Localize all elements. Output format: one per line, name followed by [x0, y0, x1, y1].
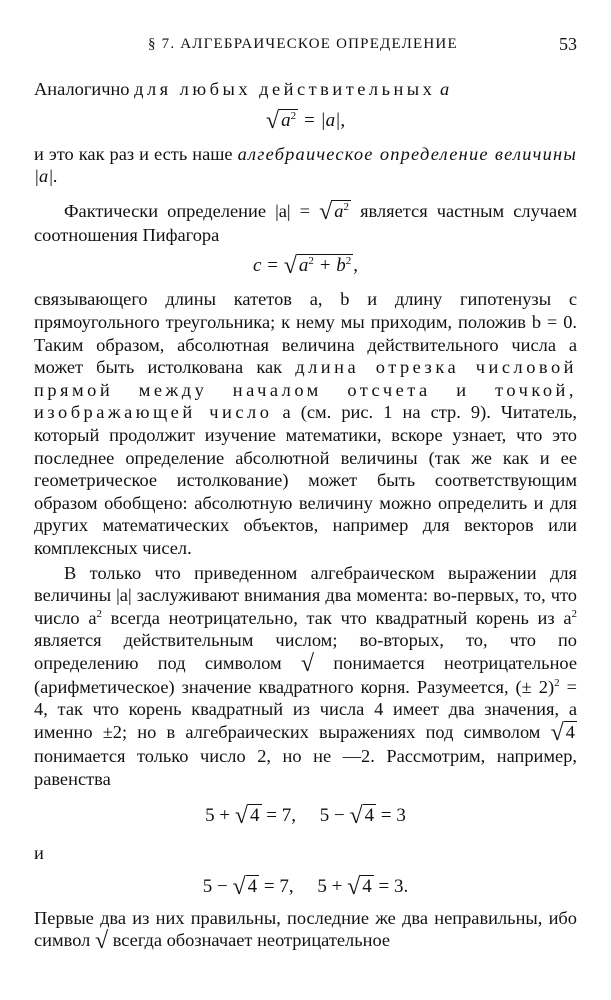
radical-symbol: √ [300, 650, 315, 677]
emphasis-text: алгебраическое определение величины [237, 143, 577, 164]
radicand-4: 4 [565, 722, 575, 743]
text-run: Аналогично [34, 79, 135, 99]
radical-sign: √ [319, 198, 333, 225]
exponent: 2 [290, 109, 297, 122]
formula-rhs: = |a|, [298, 109, 346, 131]
spaced-text: длина отрезка числовой прямой между началом отсчета и точкой, изображающей число [34, 357, 577, 423]
text-run: связывающего длины катетов a, b и длину гипотенузы c прямоугольного треугольника; к нему мы приходим, положив b = 0. Таким образом, абсолютная величина действительного числа a может быть истолкована как [34, 289, 577, 378]
text-run: понимается только число 2, но не —2. Рассмотрим, например, равенства [34, 746, 577, 789]
radicand-b: + b [313, 255, 346, 277]
text-run: a (см. рис. 1 на стр. 9). Читатель, который продолжит изучение математики, вскоре узнает, что это последнее определение абсолютной величины (так же как и ее геометрическое истолкование) может быть соответствующим образом обобщено: абсолютную величину можно определить и для других математических объектов, например для векторов или комплексных чисел. [34, 402, 577, 558]
formula-part: = 3. [373, 875, 409, 897]
text-run: понимается неотрицательное (арифметическое) значение квадратного корня. Разумеется, (± 2) [34, 652, 577, 697]
exponent: 2 [308, 255, 314, 268]
page-number: 53 [559, 34, 577, 54]
radicand-4: 4 [250, 805, 260, 827]
paragraph-3 [34, 200, 577, 247]
formula-part: 5 − [202, 875, 233, 897]
text-run: всегда неотрицательно, так что квадратный корень из a [101, 607, 572, 628]
conjunction: и [34, 843, 44, 864]
radicand: a [281, 109, 291, 131]
text-run: является частным случаем соотношения Пифагора [34, 200, 577, 245]
paragraph-5 [34, 562, 577, 791]
exponent: 2 [343, 200, 349, 213]
running-header [0, 34, 611, 58]
radical-sign: √ [234, 803, 249, 830]
formula-part: = 7, 5 + [259, 875, 348, 897]
formula-equalities-1 [34, 804, 577, 828]
paragraph-2 [34, 143, 577, 188]
text-run: и это как раз и есть наше [34, 143, 238, 164]
text-run: = 4, так что корень квадратный из числа 4 имеет два значения, а именно ±2; но в алгебраических выражениях под символом [34, 676, 577, 743]
paragraph-4 [34, 288, 577, 559]
exponent: 2 [96, 607, 102, 620]
text-run: Фактически определение |a| = [64, 200, 320, 221]
formula-lhs: c = [252, 255, 284, 277]
radicand: a [334, 200, 344, 221]
radical-sign: √ [283, 253, 297, 280]
exponent: 2 [345, 255, 352, 268]
radical-sign: √ [550, 720, 564, 747]
formula-pythagoras: c = √ $a^2 + b^2$ , [252, 253, 358, 280]
formula-part: 5 + [205, 805, 235, 827]
page-body [34, 78, 577, 953]
spaced-text: для любых действительных [134, 79, 436, 99]
text-run: В только что приведенном алгебраическом выражении для величины |a| заслуживают внимания два момента: во-первых, то, что число a [34, 562, 577, 628]
formula-equalities-2 [34, 875, 577, 899]
formula-part: = 7, 5 − [261, 805, 350, 827]
radicand-4: 4 [247, 875, 258, 897]
text-run: всегда обозначает неотрицательное [108, 930, 391, 951]
radicand-4: 4 [364, 805, 375, 827]
variable-a: a [435, 79, 450, 99]
exponent: 2 [554, 676, 560, 689]
chapter-title: § 7. АЛГЕБРАИЧЕСКОЕ ОПРЕДЕЛЕНИЕ [148, 36, 458, 52]
text-run: Первые два из них правильны, последние же два неправильны, ибо символ [34, 907, 577, 951]
radical-sign: √ [265, 107, 280, 134]
radical-sign: √ [347, 873, 361, 900]
abs-a: |a|. [34, 166, 58, 187]
formula-sqrt-a-squared [34, 109, 577, 133]
radical-sign: √ [232, 873, 246, 900]
exponent: 2 [571, 607, 577, 620]
radical-sign: √ [349, 803, 363, 830]
paragraph-1 [34, 78, 577, 101]
radicand-a: a [298, 255, 309, 277]
radicand-4: 4 [362, 875, 372, 897]
paragraph-6 [34, 907, 577, 954]
text-run: является действительным числом; во-вторых, то, что по определению под символом [34, 630, 577, 673]
formula-part: = 3 [376, 805, 406, 827]
radical-symbol: √ [94, 928, 109, 955]
